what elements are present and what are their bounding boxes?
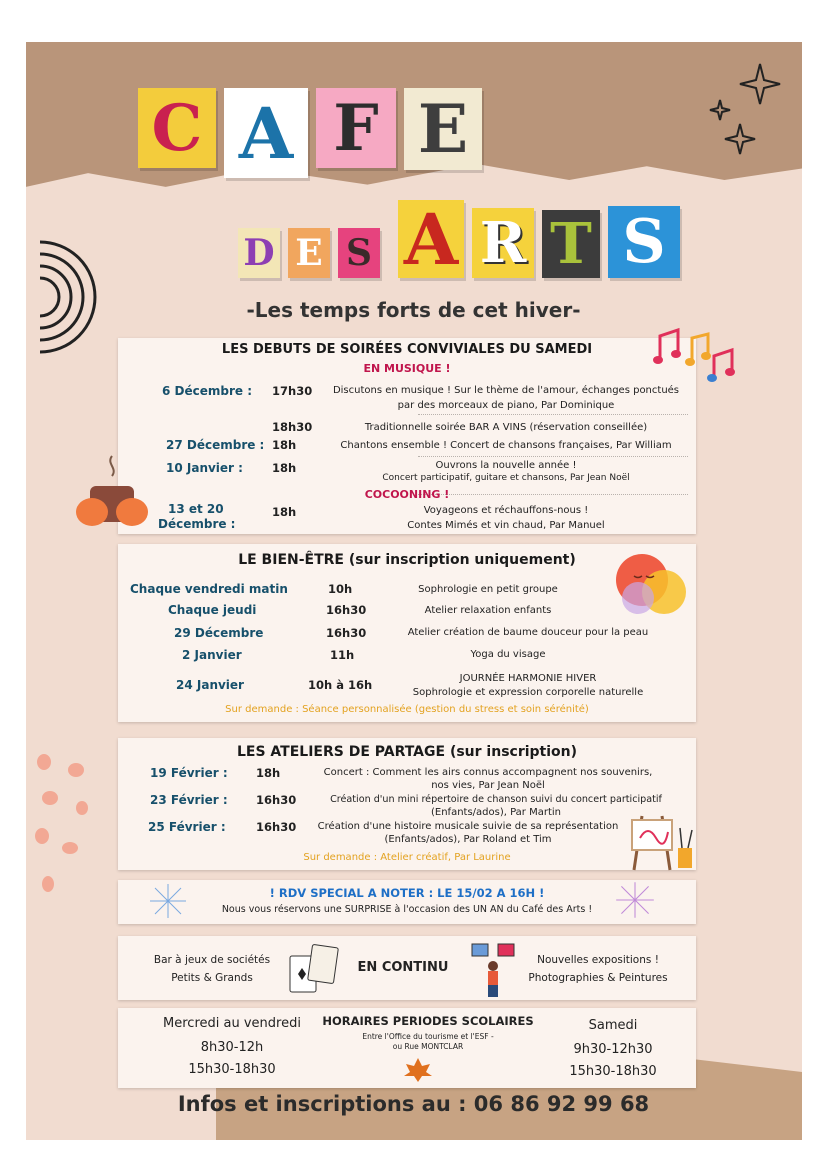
sparkle-stars-icon xyxy=(708,56,788,156)
event-desc: par des morceaux de piano, Par Dominique xyxy=(397,400,615,411)
horaires-right-1: 9h30-12h30 xyxy=(573,1042,653,1057)
event-desc: nos vies, Par Jean Noël xyxy=(431,780,545,791)
horaires-center-title: HORAIRES PERIODES SCOLAIRES xyxy=(322,1014,534,1028)
divider xyxy=(418,456,688,457)
bienetre-title: LE BIEN-ÊTRE (sur inscription uniquement) xyxy=(238,552,576,568)
title-letter: A xyxy=(398,200,464,278)
event-date: 2 Janvier xyxy=(182,648,242,662)
event-desc: Création d'un mini répertoire de chanson suivi du concert participatif xyxy=(330,794,662,805)
event-date: 25 Février : xyxy=(148,820,226,834)
soirees-panel xyxy=(118,338,696,534)
title-cafe xyxy=(138,88,518,178)
event-time: 11h xyxy=(330,648,355,662)
special-title: ! RDV SPECIAL A NOTER : LE 15/02 A 16H ! xyxy=(269,886,545,900)
event-desc: Ouvrons la nouvelle année ! xyxy=(435,460,577,471)
title-letter: D xyxy=(238,228,280,278)
firework-icon xyxy=(612,880,658,920)
event-desc: Discutons en musique ! Sur le thème de l'amour, échanges ponctués xyxy=(332,385,680,396)
event-desc: Concert participatif, guitare et chansons, Par Jean Noël xyxy=(382,473,630,483)
horaires-center-2: ou Rue MONTCLAR xyxy=(392,1042,464,1051)
event-time: 10h xyxy=(328,582,353,596)
event-date: Chaque vendredi matin xyxy=(130,582,288,596)
event-time: 17h30 xyxy=(272,384,313,398)
event-time: 16h30 xyxy=(256,820,297,834)
rainbow-line-icon xyxy=(40,232,130,362)
event-desc: JOURNÉE HARMONIE HIVER xyxy=(459,673,597,684)
music-label: EN MUSIQUE ! xyxy=(363,362,451,375)
title-letter: S xyxy=(608,206,680,278)
continu-left-1: Bar à jeux de sociétés xyxy=(153,954,271,966)
event-desc: Atelier création de baume douceur pour la peau xyxy=(407,627,649,638)
contact-info: Infos et inscriptions au : 06 86 92 99 68 xyxy=(177,1092,650,1116)
subtitle: -Les temps forts de cet hiver- xyxy=(246,298,581,322)
music-notes-icon xyxy=(652,318,752,398)
wellness-blob-icon xyxy=(608,548,692,620)
continu-center: EN CONTINU xyxy=(357,960,449,975)
cocooning-label: COCOONING ! xyxy=(364,488,450,501)
event-date: 6 Décembre : xyxy=(162,384,253,398)
event-desc: Yoga du visage xyxy=(470,649,546,660)
event-desc: Atelier relaxation enfants xyxy=(424,605,552,616)
horaires-left-label: Mercredi au vendredi xyxy=(163,1016,301,1031)
title-letter: T xyxy=(542,210,600,278)
event-date: 29 Décembre xyxy=(174,626,264,640)
event-time: 18h xyxy=(272,461,297,475)
title-des-arts xyxy=(238,197,738,281)
event-time: 10h à 16h xyxy=(308,678,373,692)
event-desc: Chantons ensemble ! Concert de chansons françaises, Par William xyxy=(340,440,672,451)
continu-panel xyxy=(118,936,696,1000)
title-letter: F xyxy=(316,88,396,168)
event-date: Chaque jeudi xyxy=(168,603,257,617)
event-date: 27 Décembre : xyxy=(166,438,265,452)
title-letter: R xyxy=(472,208,534,278)
title-letter: A xyxy=(224,88,308,178)
event-desc: Traditionnelle soirée BAR A VINS (réservation conseillée) xyxy=(364,422,648,433)
event-desc: Voyageons et réchauffons-nous ! xyxy=(423,505,589,516)
event-date: 13 et 20 xyxy=(168,502,224,516)
ateliers-panel xyxy=(118,738,696,870)
event-desc: Création d'une histoire musicale suivie de sa représentation xyxy=(317,821,619,832)
on-demand-note: Sur demande : Séance personnalisée (gestion du stress et soin sérénité) xyxy=(225,704,589,715)
event-date: 23 Février : xyxy=(150,793,228,807)
exhibition-visitor-icon xyxy=(470,940,516,998)
event-time: 18h xyxy=(256,766,281,780)
title-letter: E xyxy=(288,228,330,278)
soirees-title: LES DEBUTS DE SOIRÉES CONVIVIALES DU SAMEDI xyxy=(221,342,593,357)
title-letter: E xyxy=(404,88,482,170)
horaires-right-label: Samedi xyxy=(588,1018,638,1033)
event-time: 16h30 xyxy=(326,626,367,640)
playing-cards-icon xyxy=(286,942,342,996)
event-time: 18h xyxy=(272,438,297,452)
firework-icon xyxy=(146,882,190,920)
event-time: 18h xyxy=(272,505,297,519)
horaires-left-1: 8h30-12h xyxy=(200,1040,264,1055)
event-time: 16h30 xyxy=(256,793,297,807)
event-desc: (Enfants/ados), Par Roland et Tim xyxy=(384,834,552,845)
title-letter: C xyxy=(138,88,216,168)
painting-easel-icon xyxy=(628,808,696,872)
decorative-dots-icon xyxy=(28,752,98,902)
horaires-left-2: 15h30-18h30 xyxy=(188,1062,276,1077)
event-desc: Contes Mimés et vin chaud, Par Manuel xyxy=(407,520,605,531)
event-time: 18h30 xyxy=(272,420,313,434)
special-text: Nous vous réservons une SURPRISE à l'occasion des UN AN du Café des Arts ! xyxy=(221,904,593,915)
continu-right-1: Nouvelles expositions ! xyxy=(537,954,659,966)
event-date: Décembre : xyxy=(158,517,236,531)
divider xyxy=(418,414,688,415)
special-panel xyxy=(118,880,696,924)
title-letter: S xyxy=(338,228,380,278)
horaires-center-1: Entre l'Office du tourisme et l'ESF - xyxy=(362,1032,494,1041)
event-desc: Sophrologie en petit groupe xyxy=(418,584,558,595)
event-date: 19 Février : xyxy=(150,766,228,780)
autumn-leaf-icon xyxy=(402,1056,434,1084)
event-desc: Sophrologie et expression corporelle naturelle xyxy=(412,687,644,698)
event-desc: Concert : Comment les airs connus accompagnent nos souvenirs, xyxy=(323,767,653,778)
horaires-right-2: 15h30-18h30 xyxy=(569,1064,657,1079)
continu-left-2: Petits & Grands xyxy=(171,972,253,984)
event-desc: (Enfants/ados), Par Martin xyxy=(430,807,561,818)
event-time: 16h30 xyxy=(326,603,367,617)
event-date: 10 Janvier : xyxy=(166,461,243,475)
event-date: 24 Janvier xyxy=(176,678,244,692)
on-demand-note: Sur demande : Atelier créatif, Par Laurine xyxy=(303,852,511,863)
continu-right-2: Photographies & Peintures xyxy=(528,972,668,984)
hands-mug-icon xyxy=(72,450,162,530)
ateliers-title: LES ATELIERS DE PARTAGE (sur inscription) xyxy=(236,744,578,760)
